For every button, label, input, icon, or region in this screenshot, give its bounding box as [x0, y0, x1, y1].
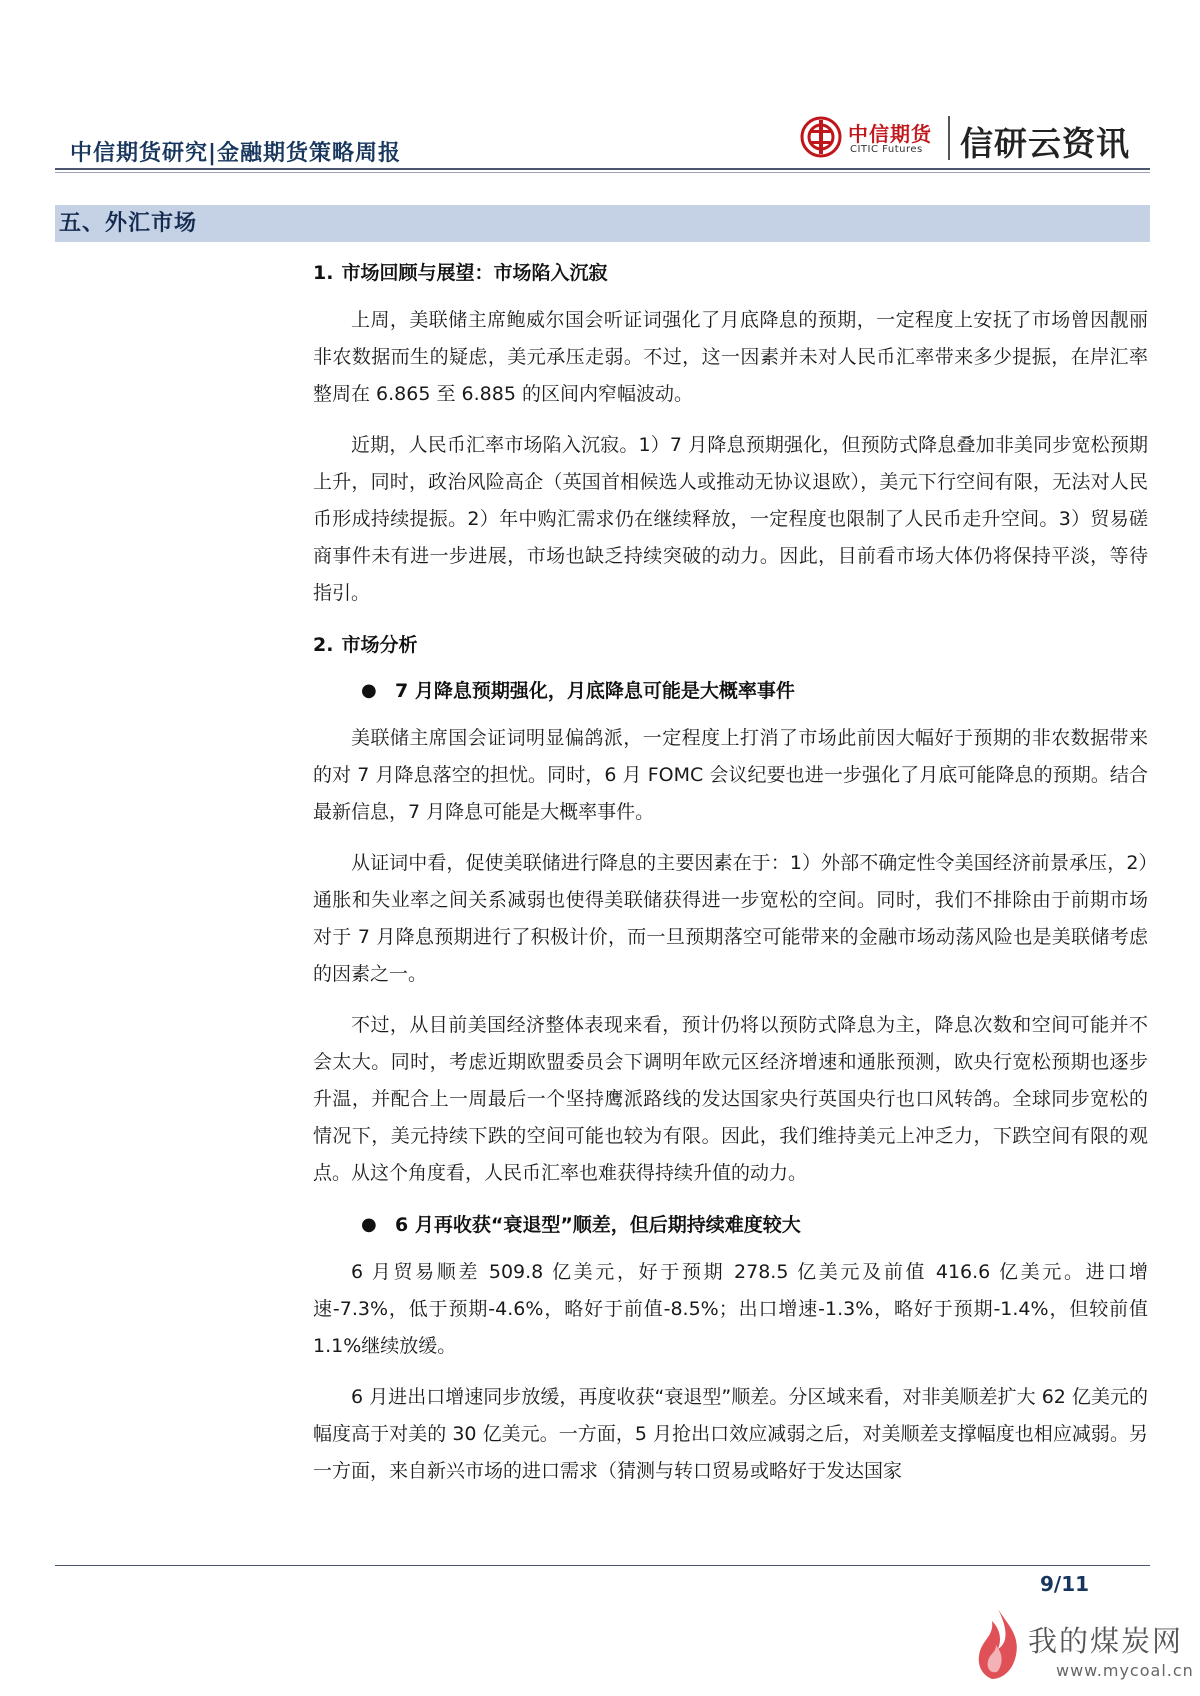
logo-divider — [948, 116, 950, 160]
logo-en-text: CITIC Futures — [850, 144, 923, 155]
paragraph: 6 月进出口增速同步放缓，再度收获“衰退型”顺差。分区域来看，对非美顺差扩大 62 亿美元的幅度高于对美的 30 亿美元。一方面，5 月抢出口效应减弱之后，对美顺差支撑幅度也相应减弱。另一方面，来自新兴市场的进口需求（猜测与转口贸易或略好于发达国家 — [313, 1386, 1148, 1482]
citic-logo-icon — [800, 116, 842, 158]
bullet-text: 7 月降息预期强化，月底降息可能是大概率事件 — [395, 680, 795, 702]
subsection-title: 市场分析 — [341, 634, 418, 656]
footer-rule — [55, 1565, 1150, 1566]
page-number: 9/11 — [1040, 1572, 1090, 1596]
section-title: 五、外汇市场 — [55, 205, 1150, 242]
subsection-heading-2 — [313, 628, 1148, 662]
subsection-heading-1 — [313, 256, 1148, 290]
paragraph: 不过，从目前美国经济整体表现来看，预计仍将以预防式降息为主，降息次数和空间可能并不会太大。同时，考虑近期欧盟委员会下调明年欧元区经济增速和通胀预测，欧央行宽松预期也逐步升温，并配合上一周最后一个坚持鹰派路线的发达国家央行英国央行也口风转鸽。全球同步宽松的情况下，美元持续下跌的空间可能也较为有限。因此，我们维持美元上冲乏力，下跌空间有限的观点。从这个角度看，人民币汇率也难获得持续升值的动力。 — [313, 1014, 1148, 1184]
article-body — [313, 256, 1148, 1490]
logo-cn-text: 中信期货 — [848, 122, 932, 146]
paragraph: 上周，美联储主席鲍威尔国会听证词强化了月底降息的预期，一定程度上安抚了市场曾因靓丽非农数据而生的疑虑，美元承压走弱。不过，这一因素并未对人民币汇率带来多少提振，在岸汇率整周在 6.865 至 6.885 的区间内窄幅波动。 — [313, 309, 1148, 405]
bullet-text: 6 月再收获“衰退型”顺差，但后期持续难度较大 — [395, 1214, 801, 1236]
bullet-heading-1 — [313, 674, 1148, 708]
subsection-title: 市场回顾与展望：市场陷入沉寂 — [341, 262, 608, 284]
site-watermark — [968, 1605, 1194, 1690]
header-rule — [55, 168, 1150, 170]
paragraph: 美联储主席国会证词明显偏鸽派，一定程度上打消了市场此前因大幅好于预期的非农数据带来的对 7 月降息落空的担忧。同时，6 月 FOMC 会议纪要也进一步强化了月底可能降息的预期。结合最新信息，7 月降息可能是大概率事件。 — [313, 727, 1148, 823]
paragraph: 近期，人民币汇率市场陷入沉寂。1）7 月降息预期强化，但预防式降息叠加非美同步宽松预期上升，同时，政治风险高企（英国首相候选人或推动无协议退欧），美元下行空间有限，无法对人民币形成持续提振。2）年中购汇需求仍在继续释放，一定程度也限制了人民币走升空间。3）贸易磋商事件未有进一步进展，市场也缺乏持续突破的动力。因此，目前看市场大体仍将保持平淡，等待指引。 — [313, 434, 1148, 604]
citic-logo — [800, 112, 1130, 162]
subsection-number: 2. — [313, 634, 334, 656]
bullet-dot-icon: ● — [361, 680, 377, 701]
paragraph: 从证词中看，促使美联储进行降息的主要因素在于：1）外部不确定性令美国经济前景承压，2）通胀和失业率之间关系减弱也使得美联储获得进一步宽松的空间。同时，我们不排除由于前期市场对于 7 月降息预期进行了积极计价，而一旦预期落空可能带来的金融市场动荡风险也是美联储考虑的因素之一。 — [313, 852, 1148, 985]
bullet-dot-icon: ● — [361, 1214, 377, 1235]
brand-name: 信研云资讯 — [960, 124, 1130, 163]
flame-icon — [968, 1605, 1028, 1685]
watermark-url: www.mycoal.cn — [1056, 1661, 1194, 1680]
bullet-heading-2 — [313, 1208, 1148, 1242]
paragraph: 6 月贸易顺差 509.8 亿美元，好于预期 278.5 亿美元及前值 416.6 亿美元。进口增速-7.3%，低于预期-4.6%，略好于前值-8.5%；出口增速-1.3%，略好于预期-1.4%，但较前值 1.1%继续放缓。 — [313, 1261, 1148, 1357]
header-rule-thin — [55, 172, 1150, 173]
report-header-title: 中信期货研究|金融期货策略周报 — [70, 141, 402, 166]
watermark-site-name: 我的煤炭网 — [1028, 1624, 1184, 1658]
subsection-number: 1. — [313, 262, 334, 284]
